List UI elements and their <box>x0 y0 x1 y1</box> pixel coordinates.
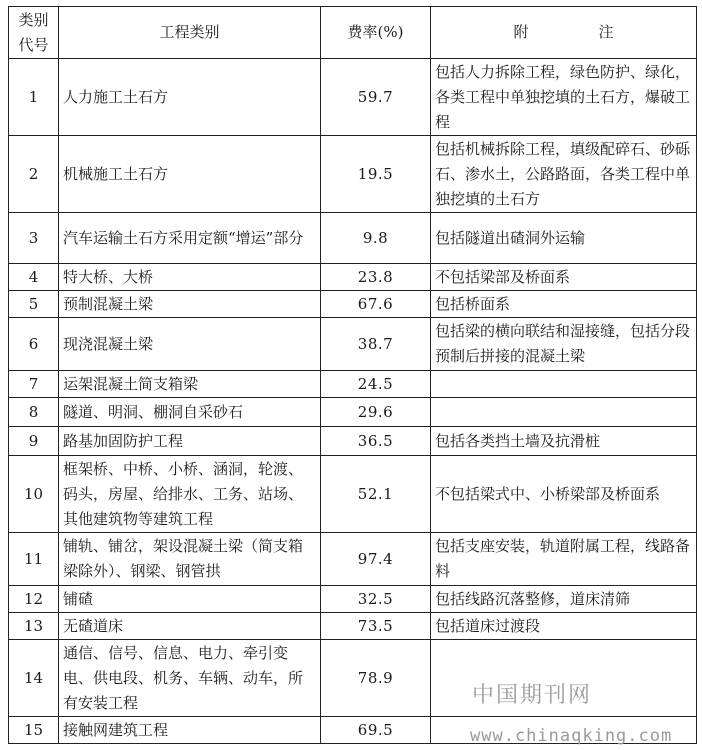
row-rate: 9.8 <box>321 213 431 264</box>
row-code: 15 <box>9 717 59 744</box>
row-note: 不包括梁式中、小桥梁部及桥面系 <box>431 456 697 533</box>
row-type: 铺轨、铺岔，架设混凝土梁（简支箱梁除外）、钢梁、钢管拱 <box>59 533 321 586</box>
watermark-url: www.chinaqking.com <box>470 726 673 746</box>
row-type: 铺碴 <box>59 586 321 613</box>
row-type: 特大桥、大桥 <box>59 264 321 291</box>
row-note: 包括道床过渡段 <box>431 613 697 640</box>
header-type: 工程类别 <box>59 7 321 59</box>
row-rate: 32.5 <box>321 586 431 613</box>
row-rate: 59.7 <box>321 59 431 136</box>
row-type: 框架桥、中桥、小桥、涵洞，轮渡、码头，房屋、给排水、工务、站场、其他建筑物等建筑工程 <box>59 456 321 533</box>
row-note: 包括各类挡土墙及抗滑桩 <box>431 427 697 456</box>
row-type: 机械施工土石方 <box>59 136 321 213</box>
row-note: 包括梁的横向联结和湿接缝，包括分段预制后拼接的混凝土梁 <box>431 318 697 371</box>
row-type: 通信、信号、信息、电力、牵引变电、供电段、机务、车辆、动车，所有安装工程 <box>59 640 321 717</box>
row-code: 9 <box>9 427 59 456</box>
row-type: 路基加固防护工程 <box>59 427 321 456</box>
row-note: 包括线路沉落整修，道床清筛 <box>431 586 697 613</box>
header-note-a: 附 <box>513 23 529 41</box>
watermark-logo-text: 中国期刊网 <box>472 683 593 708</box>
row-rate: 78.9 <box>321 640 431 717</box>
row-note <box>431 371 697 398</box>
table-row <box>9 136 697 213</box>
row-rate: 38.7 <box>321 318 431 371</box>
row-note <box>431 398 697 427</box>
row-code: 8 <box>9 398 59 427</box>
row-note: 包括支座安装，轨道附属工程，线路备料 <box>431 533 697 586</box>
table-row <box>9 264 697 291</box>
row-type: 隧道、明洞、棚洞自采砂石 <box>59 398 321 427</box>
row-code: 14 <box>9 640 59 717</box>
row-code: 4 <box>9 264 59 291</box>
row-code: 11 <box>9 533 59 586</box>
row-note: 包括人力拆除工程，绿色防护、绿化，各类工程中单独挖填的土石方，爆破工程 <box>431 59 697 136</box>
header-code: 类别代号 <box>9 7 59 59</box>
table-row <box>9 398 697 427</box>
row-type: 现浇混凝土梁 <box>59 318 321 371</box>
row-code: 12 <box>9 586 59 613</box>
table-row <box>9 613 697 640</box>
row-type: 接触网建筑工程 <box>59 717 321 744</box>
row-note: 包括隧道出碴洞外运输 <box>431 213 697 264</box>
row-type: 人力施工土石方 <box>59 59 321 136</box>
row-rate: 24.5 <box>321 371 431 398</box>
row-code: 10 <box>9 456 59 533</box>
row-rate: 67.6 <box>321 291 431 318</box>
row-rate: 69.5 <box>321 717 431 744</box>
table-row <box>9 371 697 398</box>
table-row <box>9 427 697 456</box>
table-row <box>9 533 697 586</box>
row-code: 7 <box>9 371 59 398</box>
row-code: 2 <box>9 136 59 213</box>
row-rate: 23.8 <box>321 264 431 291</box>
header-note-b: 注 <box>598 23 614 41</box>
row-rate: 52.1 <box>321 456 431 533</box>
row-rate: 97.4 <box>321 533 431 586</box>
header-note <box>431 7 697 59</box>
row-note: 不包括梁部及桥面系 <box>431 264 697 291</box>
row-type: 运架混凝土简支箱梁 <box>59 371 321 398</box>
table-row <box>9 640 697 717</box>
row-type: 汽车运输土石方采用定额“增运”部分 <box>59 213 321 264</box>
row-code: 6 <box>9 318 59 371</box>
table-row <box>9 318 697 371</box>
table-row <box>9 291 697 318</box>
table-row <box>9 59 697 136</box>
row-code: 3 <box>9 213 59 264</box>
row-note: 包括桥面系 <box>431 291 697 318</box>
row-type: 无碴道床 <box>59 613 321 640</box>
row-rate: 36.5 <box>321 427 431 456</box>
fee-rate-table <box>8 6 697 744</box>
table-row <box>9 456 697 533</box>
row-rate: 29.6 <box>321 398 431 427</box>
row-rate: 73.5 <box>321 613 431 640</box>
table-row <box>9 586 697 613</box>
row-code: 1 <box>9 59 59 136</box>
table-header-row <box>9 7 697 59</box>
table-row <box>9 213 697 264</box>
row-rate: 19.5 <box>321 136 431 213</box>
row-type: 预制混凝土梁 <box>59 291 321 318</box>
row-note: 包括机械拆除工程，填级配碎石、砂砾石、渗水土，公路路面，各类工程中单独挖填的土石方 <box>431 136 697 213</box>
header-rate: 费率(%) <box>321 7 431 59</box>
row-code: 13 <box>9 613 59 640</box>
row-code: 5 <box>9 291 59 318</box>
